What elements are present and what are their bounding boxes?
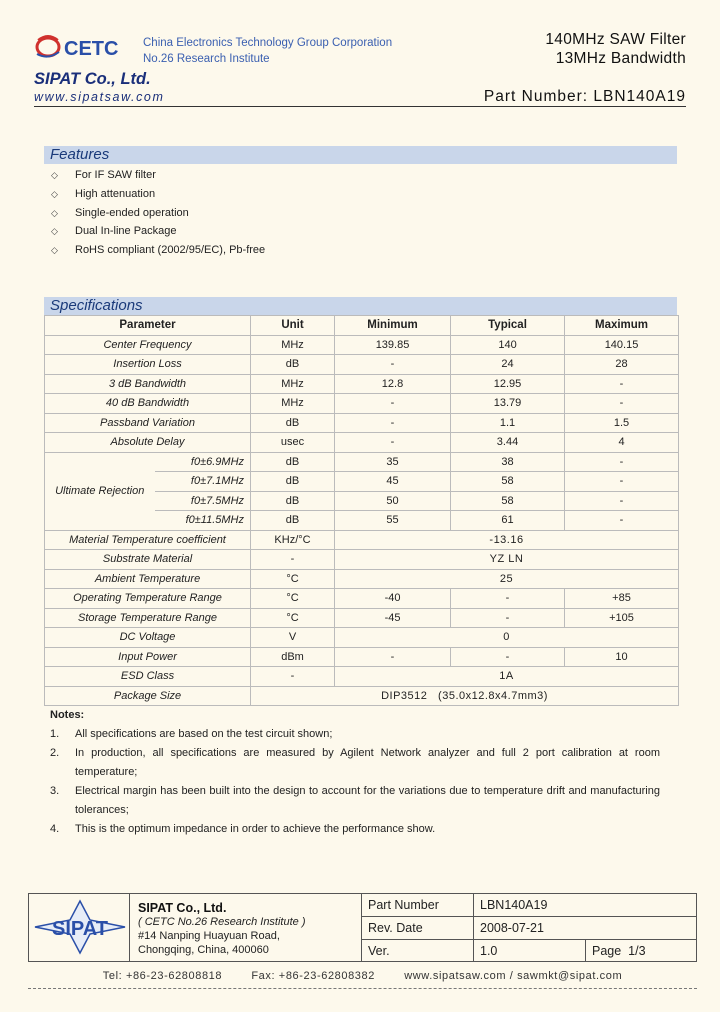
min-cell: -40 xyxy=(335,589,451,609)
note-number: 3. xyxy=(50,785,60,797)
sipat-logo xyxy=(32,898,128,956)
note-text: Electrical margin has been built into the design to account for the variations due to temperature drift and manufacturing tolerances; xyxy=(75,785,660,816)
min-cell: 55 xyxy=(335,511,451,531)
column-header: Typical xyxy=(451,316,565,336)
column-header: Unit xyxy=(251,316,335,336)
list-item xyxy=(51,222,265,241)
table-row xyxy=(45,374,679,394)
column-header: Minimum xyxy=(335,316,451,336)
max-cell: +105 xyxy=(565,608,679,628)
table-row xyxy=(45,667,679,687)
ultimate-rejection-label: Ultimate Rejection xyxy=(45,452,155,530)
param-cell: Material Temperature coefficient xyxy=(45,530,251,550)
typ-cell: 38 xyxy=(451,452,565,472)
cetc-logo-text: CETC xyxy=(64,38,119,60)
rev-date-value: 2008-07-21 xyxy=(474,917,697,940)
version-label: Ver. xyxy=(362,940,474,963)
param-cell: ESD Class xyxy=(45,667,251,687)
table-row xyxy=(45,433,679,453)
cetc-logo xyxy=(34,30,134,64)
param-cell: 3 dB Bandwidth xyxy=(45,374,251,394)
list-item xyxy=(51,185,265,204)
min-cell: 45 xyxy=(335,472,451,492)
note-text: All specifications are based on the test circuit shown; xyxy=(75,728,333,740)
param-cell: Center Frequency xyxy=(45,335,251,355)
note-text: This is the optimum impedance in order to achieve the performance show. xyxy=(75,823,436,835)
list-item xyxy=(51,204,265,223)
features-list xyxy=(51,166,265,260)
typ-cell: 58 xyxy=(451,472,565,492)
company-name: SIPAT Co., Ltd. xyxy=(34,70,151,88)
max-cell: - xyxy=(565,511,679,531)
diamond-bullet-icon: ◇ xyxy=(51,226,58,237)
column-header: Maximum xyxy=(565,316,679,336)
feature-text: Dual In-line Package xyxy=(75,225,177,238)
value-cell: DIP3512 (35.0x12.8x4.7mm3) xyxy=(251,686,679,706)
product-title-line-1: 140MHz SAW Filter xyxy=(545,31,686,48)
table-row xyxy=(45,647,679,667)
param-cell: Absolute Delay xyxy=(45,433,251,453)
specifications-table xyxy=(44,315,679,706)
footer-address-line-2: Chongqing, China, 400060 xyxy=(138,944,269,956)
list-item xyxy=(50,725,660,744)
max-cell: - xyxy=(565,491,679,511)
unit-cell: usec xyxy=(251,433,335,453)
max-cell: 1.5 xyxy=(565,413,679,433)
footer-company-name: SIPAT Co., Ltd. xyxy=(138,901,227,915)
unit-cell: dB xyxy=(251,511,335,531)
value-cell: 0 xyxy=(335,628,679,648)
diamond-bullet-icon: ◇ xyxy=(51,188,58,199)
rev-date-label: Rev. Date xyxy=(362,917,474,940)
max-cell: 4 xyxy=(565,433,679,453)
company-website[interactable]: www.sipatsaw.com xyxy=(34,90,165,104)
org-line-1: China Electronics Technology Group Corporation xyxy=(143,37,393,49)
typ-cell: 1.1 xyxy=(451,413,565,433)
table-row xyxy=(45,394,679,414)
note-number: 4. xyxy=(50,823,60,835)
footer-divider xyxy=(129,893,130,962)
max-cell: 10 xyxy=(565,647,679,667)
subparam-cell: f0±6.9MHz xyxy=(155,452,251,472)
min-cell: - xyxy=(335,647,451,667)
min-cell: -45 xyxy=(335,608,451,628)
unit-cell: KHz/°C xyxy=(251,530,335,550)
typ-cell: 12.95 xyxy=(451,374,565,394)
unit-cell: dB xyxy=(251,472,335,492)
min-cell: - xyxy=(335,355,451,375)
max-cell: - xyxy=(565,472,679,492)
typ-cell: - xyxy=(451,647,565,667)
part-number: Part Number: LBN140A19 xyxy=(483,88,686,105)
min-cell: 12.8 xyxy=(335,374,451,394)
table-row xyxy=(45,413,679,433)
diamond-bullet-icon: ◇ xyxy=(51,170,58,180)
unit-cell: MHz xyxy=(251,374,335,394)
unit-cell: dB xyxy=(251,413,335,433)
note-text: In production, all specifications are measured by Agilent Network analyzer and full 2 port calibration at room temperature; xyxy=(75,747,660,778)
max-cell: 140.15 xyxy=(565,335,679,355)
param-cell: Input Power xyxy=(45,647,251,667)
column-header: Parameter xyxy=(45,316,251,336)
unit-cell: °C xyxy=(251,608,335,628)
unit-cell: - xyxy=(251,550,335,570)
typ-cell: 24 xyxy=(451,355,565,375)
product-title-line-2: 13MHz Bandwidth xyxy=(555,50,686,67)
typ-cell: 3.44 xyxy=(451,433,565,453)
version-value: 1.0 xyxy=(474,940,586,963)
param-cell: Insertion Loss xyxy=(45,355,251,375)
feature-text: RoHS compliant (2002/95/EC), Pb-free xyxy=(75,244,266,257)
unit-cell: V xyxy=(251,628,335,648)
header-divider xyxy=(34,106,686,107)
min-cell: - xyxy=(335,433,451,453)
unit-cell: dB xyxy=(251,452,335,472)
max-cell: - xyxy=(565,452,679,472)
list-item xyxy=(50,820,660,839)
features-heading: Features xyxy=(44,146,677,164)
diamond-bullet-icon: ◇ xyxy=(51,207,58,218)
list-item xyxy=(51,241,265,260)
param-cell: Storage Temperature Range xyxy=(45,608,251,628)
contact-line: Tel: +86-23-62808818 Fax: +86-23-62808382 www.sipatsaw.com / sawmkt@sipat.com xyxy=(102,970,623,982)
note-number: 1. xyxy=(50,728,60,740)
list-item xyxy=(50,782,660,820)
typ-cell: 61 xyxy=(451,511,565,531)
table-row xyxy=(45,608,679,628)
typ-cell: 13.79 xyxy=(451,394,565,414)
table-row xyxy=(45,686,679,706)
typ-cell: 58 xyxy=(451,491,565,511)
product-title xyxy=(545,30,686,68)
sipat-logo-text: SIPAT xyxy=(52,918,108,940)
specifications-heading: Specifications xyxy=(44,297,677,315)
org-line-2: No.26 Research Institute xyxy=(143,53,270,65)
notes-section xyxy=(50,706,660,839)
max-cell: 28 xyxy=(565,355,679,375)
value-cell: 25 xyxy=(335,569,679,589)
page-indicator xyxy=(586,940,697,963)
max-cell: - xyxy=(565,374,679,394)
table-row xyxy=(45,355,679,375)
value-cell: -13.16 xyxy=(335,530,679,550)
table-row xyxy=(45,530,679,550)
page-label: Page xyxy=(592,944,622,958)
min-cell: 139.85 xyxy=(335,335,451,355)
unit-cell: °C xyxy=(251,589,335,609)
value-cell: 1A xyxy=(335,667,679,687)
table-row xyxy=(45,569,679,589)
max-cell: - xyxy=(565,394,679,414)
subparam-cell: f0±7.5MHz xyxy=(155,491,251,511)
min-cell: 35 xyxy=(335,452,451,472)
typ-cell: - xyxy=(451,589,565,609)
organization-name xyxy=(143,35,392,67)
subparam-cell: f0±11.5MHz xyxy=(155,511,251,531)
unit-cell: MHz xyxy=(251,335,335,355)
list-item xyxy=(50,744,660,782)
diamond-bullet-icon: ◇ xyxy=(51,245,58,256)
param-cell: 40 dB Bandwidth xyxy=(45,394,251,414)
part-number-label: Part Number xyxy=(362,894,474,917)
list-item xyxy=(51,166,265,185)
feature-text: Single-ended operation xyxy=(75,206,189,219)
document-info-table xyxy=(361,894,697,962)
param-cell: Passband Variation xyxy=(45,413,251,433)
table-row xyxy=(45,589,679,609)
param-cell: Operating Temperature Range xyxy=(45,589,251,609)
min-cell: 50 xyxy=(335,491,451,511)
footer-address-line-1: #14 Nanping Huayuan Road, xyxy=(138,930,280,942)
table-header-row xyxy=(45,316,679,336)
feature-text: For IF SAW filter xyxy=(75,169,156,181)
unit-cell: °C xyxy=(251,569,335,589)
table-row xyxy=(362,894,697,917)
unit-cell: dB xyxy=(251,491,335,511)
feature-text: High attenuation xyxy=(75,187,156,200)
min-cell: - xyxy=(335,413,451,433)
table-row xyxy=(45,628,679,648)
footer-company-info xyxy=(138,901,306,957)
page-value: 1/3 xyxy=(628,944,646,958)
footer-institute: ( CETC No.26 Research Institute ) xyxy=(138,916,306,928)
subparam-cell: f0±7.1MHz xyxy=(155,472,251,492)
note-number: 2. xyxy=(50,747,60,759)
part-number-value: LBN140A19 xyxy=(474,894,697,917)
unit-cell: dB xyxy=(251,355,335,375)
param-cell: Ambient Temperature xyxy=(45,569,251,589)
typ-cell: - xyxy=(451,608,565,628)
unit-cell: - xyxy=(251,667,335,687)
table-row xyxy=(362,940,697,963)
table-row xyxy=(362,917,697,940)
table-row xyxy=(45,452,679,472)
bottom-divider xyxy=(28,988,697,990)
max-cell: +85 xyxy=(565,589,679,609)
typ-cell: 140 xyxy=(451,335,565,355)
table-row xyxy=(45,335,679,355)
unit-cell: MHz xyxy=(251,394,335,414)
notes-title: Notes: xyxy=(50,709,85,721)
value-cell: YZ LN xyxy=(335,550,679,570)
param-cell: Package Size xyxy=(45,686,251,706)
unit-cell: dBm xyxy=(251,647,335,667)
param-cell: Substrate Material xyxy=(45,550,251,570)
table-row xyxy=(45,550,679,570)
param-cell: DC Voltage xyxy=(45,628,251,648)
min-cell: - xyxy=(335,394,451,414)
